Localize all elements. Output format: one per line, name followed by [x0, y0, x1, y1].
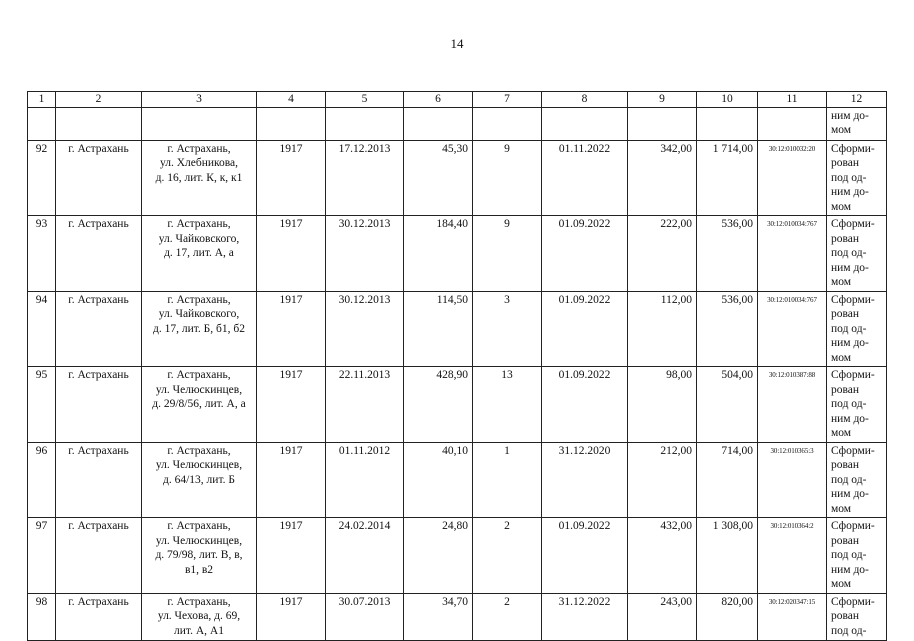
deadline-cell: 01.11.2022 [542, 140, 628, 216]
note-cell: Сформи- рован под од- [827, 593, 887, 640]
header-cell: 10 [697, 92, 758, 108]
value-cell: 222,00 [628, 216, 697, 292]
date-cell: 22.11.2013 [326, 367, 404, 443]
city-cell: г. Астрахань [56, 593, 142, 640]
city-cell: г. Астрахань [56, 140, 142, 216]
area-cell: 114,50 [404, 291, 473, 367]
year-cell: 1917 [257, 442, 326, 518]
address-cell: г. Астрахань, ул. Чехова, д. 69, лит. А, А1 [142, 593, 257, 640]
deadline-cell: 01.09.2022 [542, 291, 628, 367]
address-cell: г. Астрахань, ул. Чайковского, д. 17, лит. Б, б1, б2 [142, 291, 257, 367]
value-cell: 243,00 [628, 593, 697, 640]
year-cell: 1917 [257, 140, 326, 216]
table-row [28, 593, 887, 640]
cadastral-number-cell: 30:12:020347:15 [758, 593, 827, 640]
page-number: 14 [450, 36, 464, 51]
table-row [28, 367, 887, 443]
note-cell: Сформи- рован под од- ним до- мом [827, 216, 887, 292]
note-cell: Сформи- рован под од- ним до- мом [827, 518, 887, 594]
city-cell: г. Астрахань [56, 367, 142, 443]
header-cell: 1 [28, 92, 56, 108]
row-number: 94 [28, 291, 56, 367]
address-cell: г. Астрахань, ул. Челюскинцев, д. 79/98, лит. В, в, в1, в2 [142, 518, 257, 594]
header-cell: 8 [542, 92, 628, 108]
header-cell: 9 [628, 92, 697, 108]
area-cell: 40,10 [404, 442, 473, 518]
deadline-cell: 31.12.2022 [542, 593, 628, 640]
deadline-cell: 31.12.2020 [542, 442, 628, 518]
header-cell: 12 [827, 92, 887, 108]
note-cell: ним до- мом [827, 107, 887, 140]
note-cell: Сформи- рован под од- ним до- мом [827, 291, 887, 367]
city-cell: г. Астрахань [56, 291, 142, 367]
row-number: 95 [28, 367, 56, 443]
year-cell: 1917 [257, 216, 326, 292]
cadastral-number-cell: 30:12:010365:3 [758, 442, 827, 518]
value-cell: 112,00 [628, 291, 697, 367]
address-cell: г. Астрахань, ул. Челюскинцев, д. 64/13, лит. Б [142, 442, 257, 518]
people-cell: 9 [473, 216, 542, 292]
cadastral-number-cell: 30:12:010364:2 [758, 518, 827, 594]
deadline-cell: 01.09.2022 [542, 216, 628, 292]
city-cell: г. Астрахань [56, 216, 142, 292]
date-cell: 30.12.2013 [326, 216, 404, 292]
row-number: 92 [28, 140, 56, 216]
people-cell: 2 [473, 593, 542, 640]
header-cell: 11 [758, 92, 827, 108]
area-cell: 34,70 [404, 593, 473, 640]
column-number-header [28, 92, 887, 108]
address-cell: г. Астрахань, ул. Чайковского, д. 17, лит. А, а [142, 216, 257, 292]
value-cell: 98,00 [628, 367, 697, 443]
people-cell: 3 [473, 291, 542, 367]
city-cell: г. Астрахань [56, 442, 142, 518]
people-cell: 1 [473, 442, 542, 518]
year-cell: 1917 [257, 367, 326, 443]
cadastral-number-cell: 30:12:010032:20 [758, 140, 827, 216]
row-number: 98 [28, 593, 56, 640]
header-cell: 3 [142, 92, 257, 108]
value-cell: 714,00 [697, 442, 758, 518]
value-cell: 432,00 [628, 518, 697, 594]
continuation-row [28, 107, 887, 140]
table-row [28, 216, 887, 292]
area-cell: 428,90 [404, 367, 473, 443]
date-cell: 17.12.2013 [326, 140, 404, 216]
address-cell: г. Астрахань, ул. Хлебникова, д. 16, лит. К, к, к1 [142, 140, 257, 216]
value-cell: 536,00 [697, 291, 758, 367]
year-cell: 1917 [257, 291, 326, 367]
header-cell: 7 [473, 92, 542, 108]
table-row [28, 291, 887, 367]
value-cell: 820,00 [697, 593, 758, 640]
value-cell: 1 308,00 [697, 518, 758, 594]
area-cell: 24,80 [404, 518, 473, 594]
address-cell: г. Астрахань, ул. Челюскинцев, д. 29/8/56, лит. А, а [142, 367, 257, 443]
value-cell: 536,00 [697, 216, 758, 292]
cadastral-number-cell: 30:12:010034:767 [758, 291, 827, 367]
year-cell: 1917 [257, 518, 326, 594]
cadastral-number-cell: 30:12:010034:767 [758, 216, 827, 292]
date-cell: 30.07.2013 [326, 593, 404, 640]
housing-register-table [27, 91, 887, 641]
date-cell: 01.11.2012 [326, 442, 404, 518]
value-cell: 1 714,00 [697, 140, 758, 216]
note-cell: Сформи- рован под од- ним до- мом [827, 140, 887, 216]
deadline-cell: 01.09.2022 [542, 367, 628, 443]
header-cell: 4 [257, 92, 326, 108]
deadline-cell: 01.09.2022 [542, 518, 628, 594]
area-cell: 184,40 [404, 216, 473, 292]
date-cell: 24.02.2014 [326, 518, 404, 594]
value-cell: 342,00 [628, 140, 697, 216]
value-cell: 504,00 [697, 367, 758, 443]
people-cell: 2 [473, 518, 542, 594]
table-row [28, 140, 887, 216]
people-cell: 13 [473, 367, 542, 443]
note-cell: Сформи- рован под од- ним до- мом [827, 442, 887, 518]
note-cell: Сформи- рован под од- ним до- мом [827, 367, 887, 443]
header-cell: 5 [326, 92, 404, 108]
table-row [28, 442, 887, 518]
area-cell: 45,30 [404, 140, 473, 216]
header-cell: 6 [404, 92, 473, 108]
cadastral-number-cell: 30:12:010387:88 [758, 367, 827, 443]
people-cell: 9 [473, 140, 542, 216]
date-cell: 30.12.2013 [326, 291, 404, 367]
row-number: 96 [28, 442, 56, 518]
city-cell: г. Астрахань [56, 518, 142, 594]
header-cell: 2 [56, 92, 142, 108]
value-cell: 212,00 [628, 442, 697, 518]
row-number: 93 [28, 216, 56, 292]
year-cell: 1917 [257, 593, 326, 640]
table-row [28, 518, 887, 594]
row-number: 97 [28, 518, 56, 594]
